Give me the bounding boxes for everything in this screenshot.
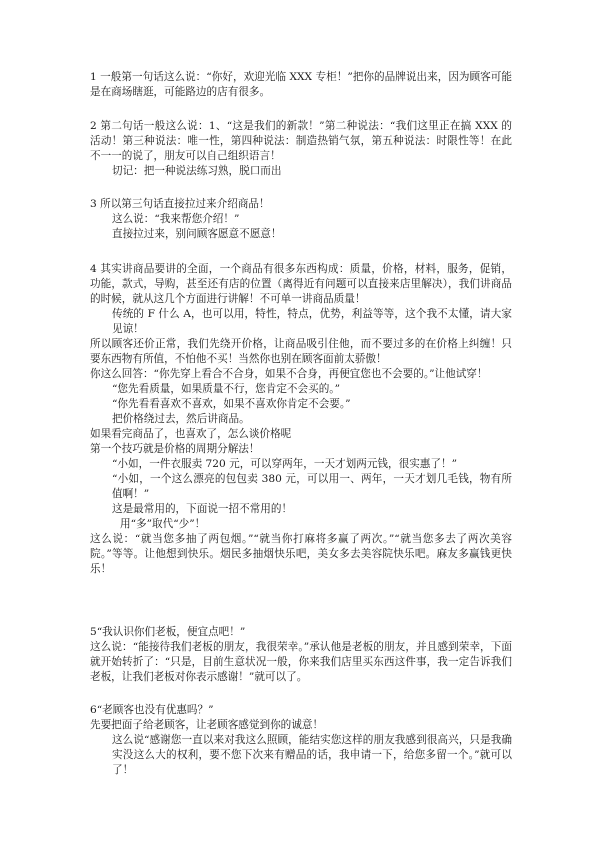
section-1: [90, 70, 512, 100]
section-5: [90, 625, 512, 685]
section-2-paragraph: 2 第二句话一般这么说：1、“这是我们的新款！”第二种说法：“我们这里正在搞 XXX 的活动！第三种说法：唯一性，第四种说法：制造热销气氛，第五种说法：时限性等！在此不一一的说了，朋友可以自己组织语言！: [90, 120, 512, 162]
section-4-line: 第一个技巧就是价格的周期分解法！: [90, 443, 260, 455]
section-2: [90, 119, 512, 179]
section-4-line: 把价格绕过去，然后讲商品。: [112, 413, 250, 425]
section-4-line: 用“多”取代“少”！: [120, 518, 206, 530]
section-4: [90, 262, 512, 577]
section-3: [90, 197, 512, 242]
section-3-line: 直接拉过来，别问顾客愿意不愿意！: [112, 228, 282, 240]
section-4-line: 这是最常用的，下面说一招不常用的！: [112, 503, 293, 515]
section-3-line: 这么说：“我来帮您介绍！”: [112, 213, 240, 225]
section-4-paragraph: 4 其实讲商品要讲的全面，一个商品有很多东西构成：质量，价格，材料，服务，促销，功能，款式，导购，甚至还有店的位置（离得近有问题可以直接来店里解决），我们讲商品的时候，就从这几个方面进行讲解！不可单一讲商品质量！: [90, 263, 512, 305]
section-4-paragraph: 这么说：“就当您多抽了两包烟。”“就当你打麻将多赢了两次。”“就当您多去了两次美容院。”等等。让他想到快乐。烟民多抽烟快乐吧，美女多去美容院快乐吧。麻友多赢钱更快乐！: [90, 533, 512, 575]
section-6-heading: 6“老顾客也没有优惠吗？”: [90, 704, 214, 716]
section-4-quote: “小如，一件衣服卖 720 元，可以穿两年，一天才划两元钱，很实惠了！”: [112, 458, 458, 470]
section-4-paragraph: 传统的 F 什么 A，也可以用，特性，特点，优势，利益等等，这个我不太懂，请大家见谅！: [112, 308, 512, 335]
section-1-paragraph: 1 一般第一句话这么说：“你好，欢迎光临 XXX 专柜！”把你的品牌说出来，因为顾客可能是在商场瞎逛，可能路边的店有很多。: [90, 71, 512, 98]
section-6: [90, 703, 512, 778]
section-4-paragraph: 所以顾客还价正常，我们先绕开价格，让商品吸引住他，而不要过多的在价格上纠缠！只要东西物有所值，不怕他不买！当然你也别在顾客面前太骄傲！: [90, 338, 512, 365]
section-3-heading: 3 所以第三句话直接拉过来介绍商品！: [90, 198, 270, 210]
section-2-note: 切记：把一种说法练习熟，脱口而出: [112, 165, 282, 177]
section-4-quote: “小如，一个这么漂亮的包包卖 380 元，可以用一、两年，一天才划几毛钱，物有所值啊！”: [112, 473, 512, 500]
section-4-quote: “您先看质量，如果质量不行，您肯定不会买的。”: [112, 383, 340, 395]
section-4-line: 如果看完商品了，也喜欢了，怎么谈价格呢: [90, 428, 292, 440]
section-6-line: 先要把面子给老顾客，让老顾客感觉到你的诚意！: [90, 719, 324, 731]
section-4-quote: “你先看看喜欢不喜欢，如果不喜欢你肯定不会要。”: [112, 398, 351, 410]
section-4-line: 你这么回答：“你先穿上看合不合身，如果不合身，再便宜您也不会要的。”让他试穿！: [90, 368, 488, 380]
section-6-paragraph: 这么说“感谢您一直以来对我这么照顾，能结实您这样的朋友我感到很高兴，只是我确实没这么大的权利，要不您下次来有赠品的话，我申请一下，给您多留一个。”就可以了！: [112, 734, 512, 776]
section-5-paragraph: 这么说：“能接待我们老板的朋友，我很荣幸。”承认他是老板的朋友，并且感到荣幸，下面就开始转折了：“只是，目前生意状况一般，你来我们店里买东西这件事，我一定告诉我们老板，让我们老板对你表示感谢！”就可以了。: [90, 641, 512, 683]
section-5-heading: 5“我认识你们老板，便宜点吧！”: [90, 626, 246, 638]
